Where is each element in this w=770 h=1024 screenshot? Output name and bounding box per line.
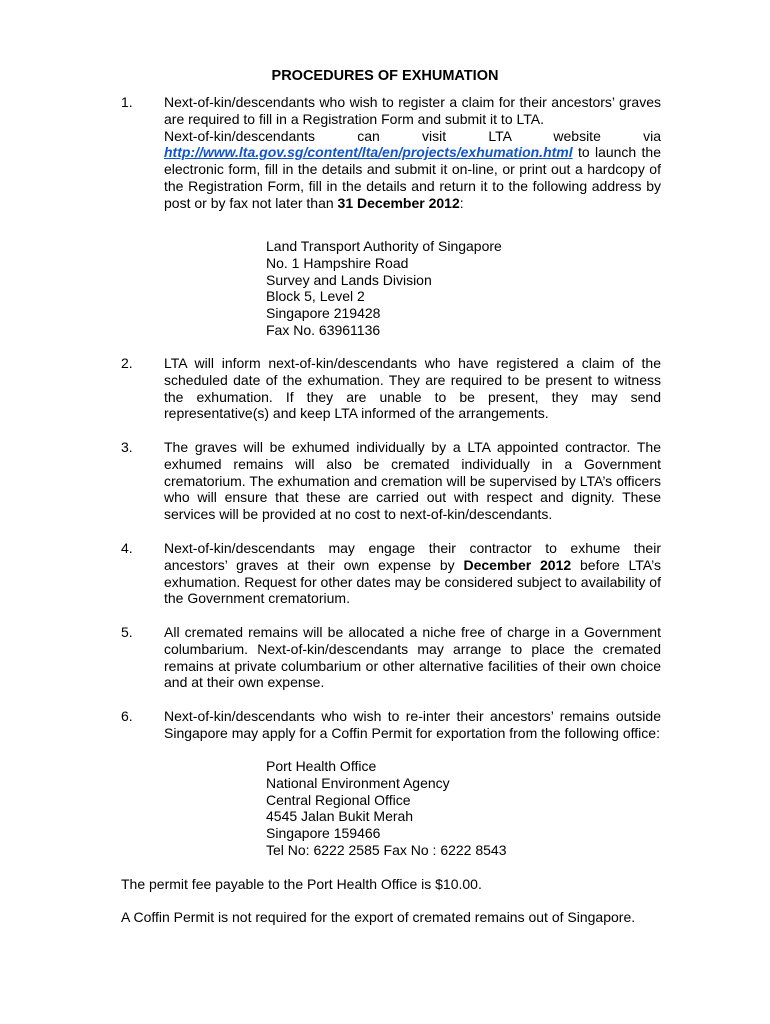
address-line: 4545 Jalan Bukit Merah [266,808,414,825]
item-text: Next-of-kin/descendants may engage their contractor to exhume their ancestors’ graves at their own expense by December 2012 before LTA’s exhumation. Request for other dates may be considered subject to availability of the Government crematorium. [164,540,661,607]
address-line: Block 5, Level 2 [266,288,365,305]
address-line: Port Health Office [266,758,377,774]
contact-numbers: Tel No: 6222 2585 Fax No : 6222 8543 [266,841,507,858]
address-line: Singapore 159466 [266,825,381,842]
item-text: LTA will inform next-of-kin/descendants who have registered a claim of the scheduled date of the exhumation. They are required to be present to witness the exhumation. If they are unable to be present, they may send representative(s) and keep LTA informed of the arrangements. [164,355,661,422]
item-number: 3. [121,439,133,455]
permit-fee-note: The permit fee payable to the Port Health Office is $10.00. [121,876,482,892]
item-1-instructions: http://www.lta.gov.sg/content/lta/en/projects/exhumation.html to launch the electronic form, fill in the details and submit it on-line, or print out a hardcopy of the Registration Form, fill in the details and return it to the following address by post or by fax not later than 31 December 2012: [164,144,661,211]
exhumation-link[interactable]: http://www.lta.gov.sg/content/lta/en/projects/exhumation.html [164,144,573,161]
engagement-date: December 2012 [463,556,572,573]
item-text: All cremated remains will be allocated a niche free of charge in a Government columbarium. Next-of-kin/descendants may arrange to place the cremated remains at private columbarium or other alternative facilities of their own choice and at their own expense. [164,624,661,691]
address-line: Central Regional Office [266,791,411,808]
nea-address-block [266,758,507,859]
item-number: 1. [121,94,133,110]
item-number: 4. [121,540,133,556]
lta-address-block [266,238,502,339]
item-text: The graves will be exhumed individually by a LTA appointed contractor. The exhumed remains will also be cremated individually in a Government crematorium. The exhumation and cremation will be supervised by LTA’s officers who will ensure that these are carried out with respect and dignity. These services will be provided at no cost to next-of-kin/descendants. [164,439,661,523]
item-1-intro: Next-of-kin/descendants who wish to register a claim for their ancestors’ graves are required to fill in a Registration Form and submit it to LTA. [164,94,661,127]
item-text: Next-of-kin/descendants who wish to re-inter their ancestors’ remains outside Singapore may apply for a Coffin Permit for exportation from the following office: [164,708,661,741]
item-number: 2. [121,355,133,371]
address-line: National Environment Agency [266,774,450,791]
address-line: Survey and Lands Division [266,271,432,288]
address-line: Singapore 219428 [266,305,381,322]
fax-number: Fax No. 63961136 [266,321,381,338]
cremated-remains-note: A Coffin Permit is not required for the export of cremated remains out of Singapore. [121,909,636,925]
address-line: Land Transport Authority of Singapore [266,238,502,254]
address-line: No. 1 Hampshire Road [266,254,409,271]
item-number: 6. [121,708,133,724]
item-text [164,94,661,212]
page-title: PROCEDURES OF EXHUMATION [271,68,499,84]
item-1-visit-line: Next-of-kin/descendants can visit LTA website via [164,127,661,144]
item-number: 5. [121,624,133,640]
deadline-date: 31 December 2012 [337,194,460,211]
